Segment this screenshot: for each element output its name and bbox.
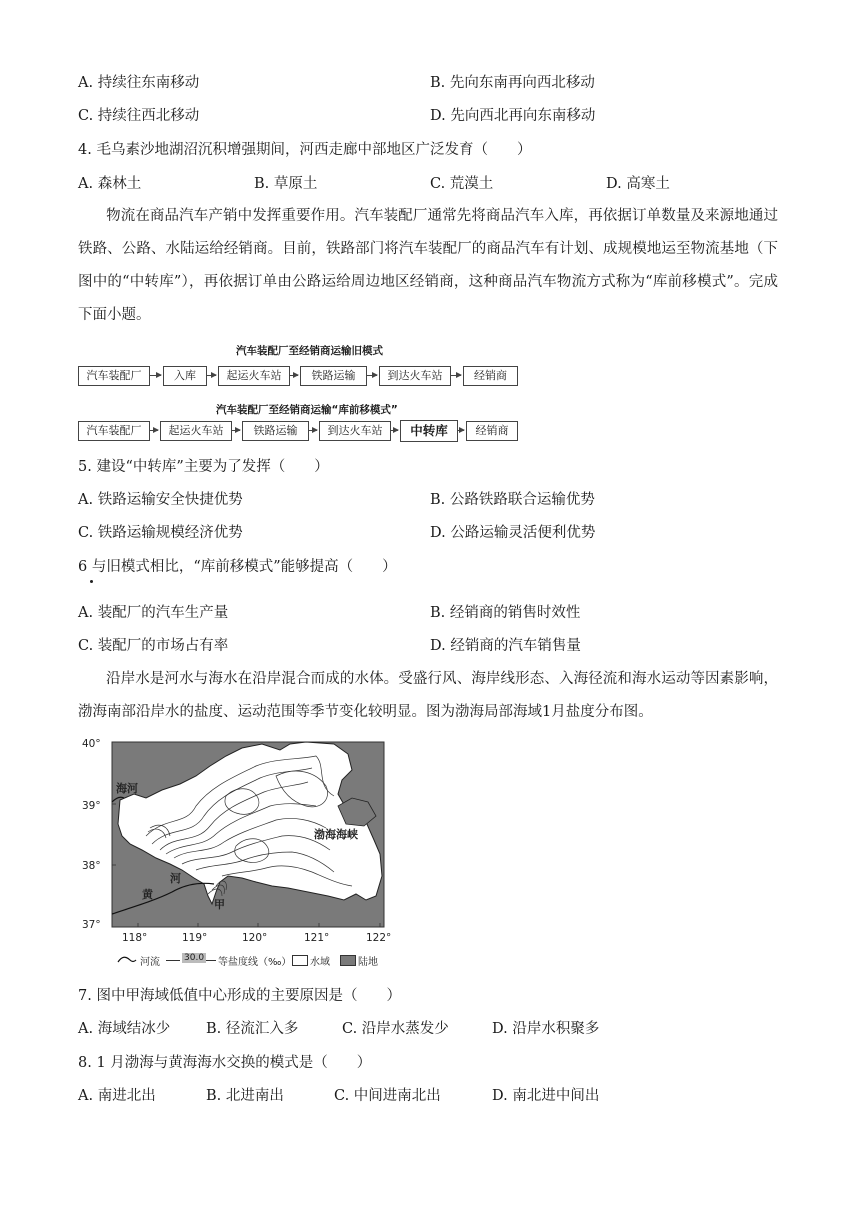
q8-stem: 8. 1 月渤海与黄海海水交换的模式是（ ） xyxy=(78,1055,372,1071)
new-step-dealer: 经销商 xyxy=(466,421,518,441)
salinity-map xyxy=(76,736,396,972)
lat-label-38: 38° xyxy=(82,860,101,872)
lon-label-120: 120° xyxy=(242,932,268,944)
q5-option-d: D. 公路运输灵活便利优势 xyxy=(430,525,596,541)
lat-label-40: 40° xyxy=(82,738,101,750)
q6-option-b: B. 经销商的销售时效性 xyxy=(430,605,581,621)
q5-stem: 5. 建设“中转库”主要为了发挥（ ） xyxy=(78,459,329,475)
passage-coastal-water-text: 沿岸水是河水与海水在沿岸混合而成的水体。受盛行风、海岸线形态、入海径流和海水运动等因素影响，渤海南部沿岸水的盐度、运动范围等季节变化较明显。图为渤海局部海域1月盐度分布图。 xyxy=(78,671,778,720)
q4-option-d: D. 高寒土 xyxy=(606,176,670,192)
old-step-warehouse: 入库 xyxy=(163,366,207,386)
q5-option-a: A. 铁路运输安全快捷优势 xyxy=(78,492,243,508)
arrow-icon xyxy=(367,375,377,376)
q8-option-b: B. 北进南出 xyxy=(206,1088,284,1104)
q8-option-d: D. 南北进中间出 xyxy=(492,1088,600,1104)
old-step-factory: 汽车装配厂 xyxy=(78,366,150,386)
water-legend-swatch xyxy=(292,955,308,966)
arrow-icon xyxy=(207,375,216,376)
q7-option-c: C. 沿岸水蒸发少 xyxy=(342,1021,449,1037)
q6-option-a: A. 装配厂的汽车生产量 xyxy=(78,605,229,621)
label-jia: 甲 xyxy=(214,898,225,911)
legend-isoline-value: 30.0 xyxy=(184,953,205,963)
new-mode-title: 汽车装配厂至经销商运输“库前移模式” xyxy=(216,404,398,416)
passage-logistics-text: 物流在商品汽车产销中发挥重要作用。汽车装配厂通常先将商品汽车入库，再依据订单数量及来源地通过铁路、公路、水陆运给经销商。目前，铁路部门将汽车装配厂的商品汽车有计划、成规模地运至物流基地（下图中的“中转库”），再依据订单由公路运给周边地区经销商，这种商品汽车物流方式称为“库前移模式”。完成下面小题。 xyxy=(78,208,778,323)
q3-option-a: A. 持续往东南移动 xyxy=(78,75,200,91)
lon-label-121: 121° xyxy=(304,932,330,944)
legend-isoline: 等盐度线（‰） xyxy=(218,957,292,968)
q3-option-c: C. 持续往西北移动 xyxy=(78,108,200,124)
old-step-rail: 铁路运输 xyxy=(300,366,367,386)
arrow-icon xyxy=(232,430,240,431)
label-bohai-strait: 渤海海峡 xyxy=(314,828,358,841)
q7-option-a: A. 海域结冰少 xyxy=(78,1021,171,1037)
passage-coastal-water xyxy=(78,663,778,729)
lat-label-37: 37° xyxy=(82,919,101,931)
arrow-icon xyxy=(290,375,298,376)
old-step-origin-station: 起运火车站 xyxy=(218,366,290,386)
q8-option-c: C. 中间进南北出 xyxy=(334,1088,441,1104)
legend-river: 河流 xyxy=(140,957,160,968)
old-step-dealer: 经销商 xyxy=(463,366,518,386)
legend-water: 水域 xyxy=(310,957,330,968)
q7-stem: 7. 图中甲海域低值中心形成的主要原因是（ ） xyxy=(78,988,401,1004)
dot-mark xyxy=(90,580,93,583)
arrow-icon xyxy=(458,430,464,431)
arrow-icon xyxy=(309,430,317,431)
arrow-icon xyxy=(150,375,161,376)
isoline-legend-line xyxy=(206,960,216,961)
arrow-icon xyxy=(150,430,158,431)
old-mode-title: 汽车装配厂至经销商运输旧模式 xyxy=(236,345,383,357)
map-legend xyxy=(112,952,396,968)
label-huang: 黄 xyxy=(142,888,153,901)
passage-logistics xyxy=(78,200,778,332)
lon-label-122: 122° xyxy=(366,932,392,944)
lon-label-119: 119° xyxy=(182,932,208,944)
new-step-transfer-depot: 中转库 xyxy=(400,420,458,442)
q4-stem: 4. 毛乌素沙地湖沼沉积增强期间，河西走廊中部地区广泛发育（ ） xyxy=(78,142,532,158)
new-step-origin-station: 起运火车站 xyxy=(160,421,232,441)
isoline-legend-line xyxy=(166,960,180,961)
q4-option-a: A. 森林土 xyxy=(78,176,142,192)
q6-option-d: D. 经销商的汽车销售量 xyxy=(430,638,581,654)
arrow-icon xyxy=(391,430,398,431)
lon-label-118: 118° xyxy=(122,932,148,944)
q3-option-d: D. 先向西北再向东南移动 xyxy=(430,108,596,124)
land-legend-swatch xyxy=(340,955,356,966)
arrow-icon xyxy=(451,375,461,376)
q6-stem: 6 与旧模式相比，“库前移模式”能够提高（ ） xyxy=(78,559,397,575)
lat-label-39: 39° xyxy=(82,800,101,812)
q7-option-b: B. 径流汇入多 xyxy=(206,1021,299,1037)
river-legend-icon xyxy=(116,954,138,966)
q4-option-b: B. 草原土 xyxy=(254,176,318,192)
old-step-arrival-station: 到达火车站 xyxy=(379,366,451,386)
q5-option-b: B. 公路铁路联合运输优势 xyxy=(430,492,595,508)
new-step-arrival-station: 到达火车站 xyxy=(319,421,391,441)
q5-option-c: C. 铁路运输规模经济优势 xyxy=(78,525,243,541)
label-he: 河 xyxy=(170,872,181,885)
label-haihe: 海河 xyxy=(116,782,138,795)
q8-option-a: A. 南进北出 xyxy=(78,1088,156,1104)
q7-option-d: D. 沿岸水积聚多 xyxy=(492,1021,600,1037)
q4-option-c: C. 荒漠土 xyxy=(430,176,494,192)
q6-option-c: C. 装配厂的市场占有率 xyxy=(78,638,229,654)
new-step-rail: 铁路运输 xyxy=(242,421,309,441)
q3-option-b: B. 先向东南再向西北移动 xyxy=(430,75,595,91)
new-step-factory: 汽车装配厂 xyxy=(78,421,150,441)
legend-land: 陆地 xyxy=(358,957,378,968)
